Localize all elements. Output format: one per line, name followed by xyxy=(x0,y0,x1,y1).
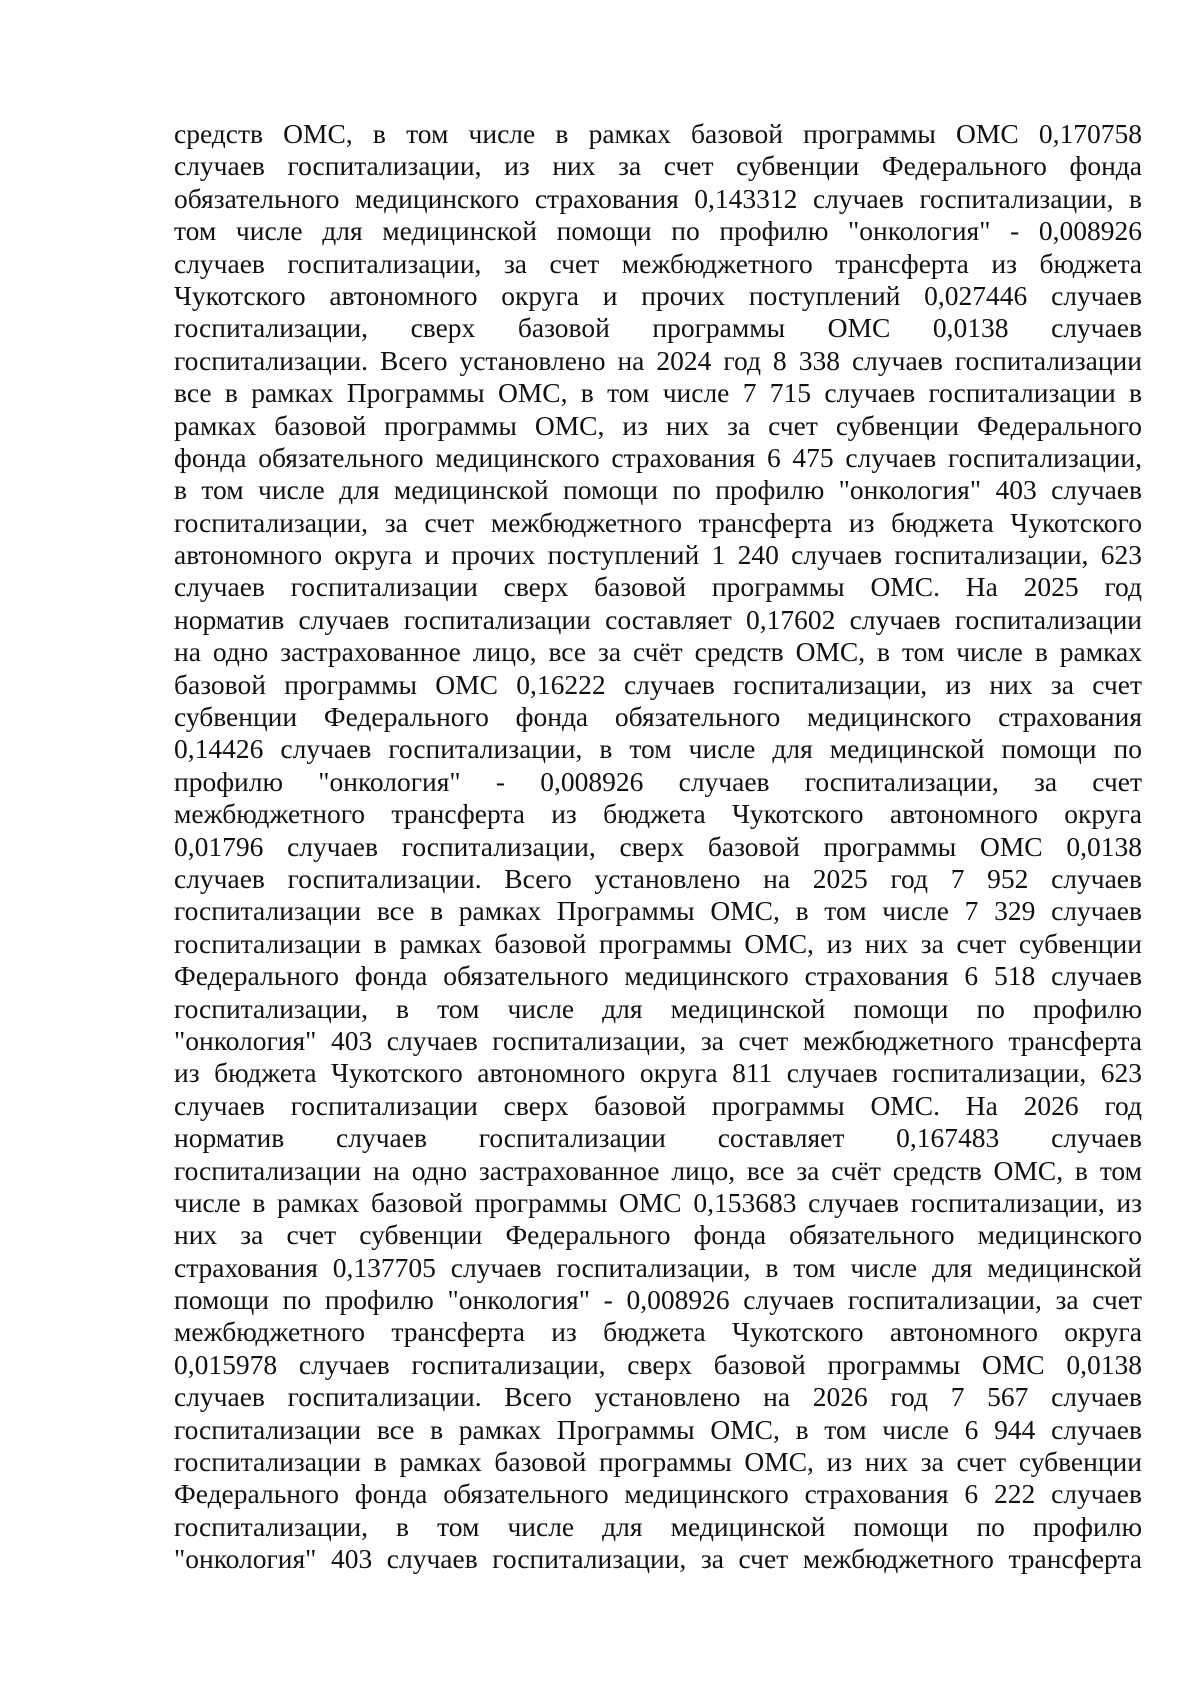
text-line: Чукотского автономного округа и прочих поступлений 0,027446 случаев xyxy=(174,279,1142,311)
text-line: госпитализации в рамках базовой программы ОМС, из них за счет субвенции xyxy=(174,1446,1142,1478)
text-line: них за счет субвенции Федерального фонда обязательного медицинского xyxy=(174,1219,1142,1251)
text-line: из бюджета Чукотского автономного округа 811 случаев госпитализации, 623 xyxy=(174,1057,1142,1089)
text-line: случаев госпитализации. Всего установлено на 2026 год 7 567 случаев xyxy=(174,1381,1142,1413)
text-line: случаев госпитализации сверх базовой программы ОМС. На 2026 год xyxy=(174,1089,1142,1121)
text-line: госпитализации в рамках базовой программы ОМС, из них за счет субвенции xyxy=(174,927,1142,959)
text-line: межбюджетного трансферта из бюджета Чукотского автономного округа xyxy=(174,1316,1142,1348)
text-line: Федерального фонда обязательного медицинского страхования 6 222 случаев xyxy=(174,1478,1142,1510)
text-line: случаев госпитализации, за счет межбюджетного трансферта из бюджета xyxy=(174,247,1142,279)
text-line: госпитализации, в том числе для медицинской помощи по профилю xyxy=(174,1510,1142,1542)
text-line: средств ОМС, в том числе в рамках базовой программы ОМС 0,170758 xyxy=(174,118,1142,149)
text-line: госпитализации. Всего установлено на 2024 год 8 338 случаев госпитализации xyxy=(174,344,1142,376)
text-line: все в рамках Программы ОМС, в том числе 7 715 случаев госпитализации в xyxy=(174,377,1142,409)
text-line: норматив случаев госпитализации составляет 0,167483 случаев xyxy=(174,1122,1142,1154)
text-line: страхования 0,137705 случаев госпитализации, в том числе для медицинской xyxy=(174,1251,1142,1283)
text-line: "онкология" 403 случаев госпитализации, за счет межбюджетного трансферта xyxy=(174,1024,1142,1056)
text-line: случаев госпитализации сверх базовой программы ОМС. На 2025 год xyxy=(174,571,1142,603)
text-line: базовой программы ОМС 0,16222 случаев госпитализации, из них за счет xyxy=(174,668,1142,700)
text-line: профилю "онкология" - 0,008926 случаев госпитализации, за счет xyxy=(174,765,1142,797)
text-line: случаев госпитализации. Всего установлено на 2025 год 7 952 случаев xyxy=(174,862,1142,894)
text-line: 0,01796 случаев госпитализации, сверх базовой программы ОМС 0,0138 xyxy=(174,830,1142,862)
text-line: норматив случаев госпитализации составляет 0,17602 случаев госпитализации xyxy=(174,603,1142,635)
text-line: том числе для медицинской помощи по профилю "онкология" - 0,008926 xyxy=(174,215,1142,247)
text-line: госпитализации, за счет межбюджетного трансферта из бюджета Чукотского xyxy=(174,506,1142,538)
text-line: числе в рамках базовой программы ОМС 0,153683 случаев госпитализации, из xyxy=(174,1186,1142,1218)
text-line: фонда обязательного медицинского страхования 6 475 случаев госпитализации, xyxy=(174,441,1142,473)
text-line: помощи по профилю "онкология" - 0,008926 случаев госпитализации, за счет xyxy=(174,1284,1142,1316)
text-line: госпитализации все в рамках Программы ОМС, в том числе 6 944 случаев xyxy=(174,1413,1142,1445)
text-line: 0,015978 случаев госпитализации, сверх базовой программы ОМС 0,0138 xyxy=(174,1348,1142,1380)
text-line: в том числе для медицинской помощи по профилю "онкология" 403 случаев xyxy=(174,474,1142,506)
text-line: Федерального фонда обязательного медицинского страхования 6 518 случаев xyxy=(174,960,1142,992)
text-line: госпитализации, сверх базовой программы ОМС 0,0138 случаев xyxy=(174,312,1142,344)
text-line: случаев госпитализации, из них за счет субвенции Федерального фонда xyxy=(174,150,1142,182)
text-line: межбюджетного трансферта из бюджета Чукотского автономного округа xyxy=(174,798,1142,830)
text-line: автономного округа и прочих поступлений 1 240 случаев госпитализации, 623 xyxy=(174,539,1142,571)
text-line: рамках базовой программы ОМС, из них за счет субвенции Федерального xyxy=(174,409,1142,441)
document-body-text xyxy=(174,118,1142,1576)
text-line: госпитализации, в том числе для медицинской помощи по профилю xyxy=(174,992,1142,1024)
text-line: обязательного медицинского страхования 0,143312 случаев госпитализации, в xyxy=(174,182,1142,214)
text-line: "онкология" 403 случаев госпитализации, за счет межбюджетного трансферта xyxy=(174,1543,1142,1575)
text-line: госпитализации все в рамках Программы ОМС, в том числе 7 329 случаев xyxy=(174,895,1142,927)
text-line: на одно застрахованное лицо, все за счёт средств ОМС, в том числе в рамках xyxy=(174,636,1142,668)
text-line: госпитализации на одно застрахованное лицо, все за счёт средств ОМС, в том xyxy=(174,1154,1142,1186)
text-line: 0,14426 случаев госпитализации, в том числе для медицинской помощи по xyxy=(174,733,1142,765)
text-line: субвенции Федерального фонда обязательного медицинского страхования xyxy=(174,701,1142,733)
